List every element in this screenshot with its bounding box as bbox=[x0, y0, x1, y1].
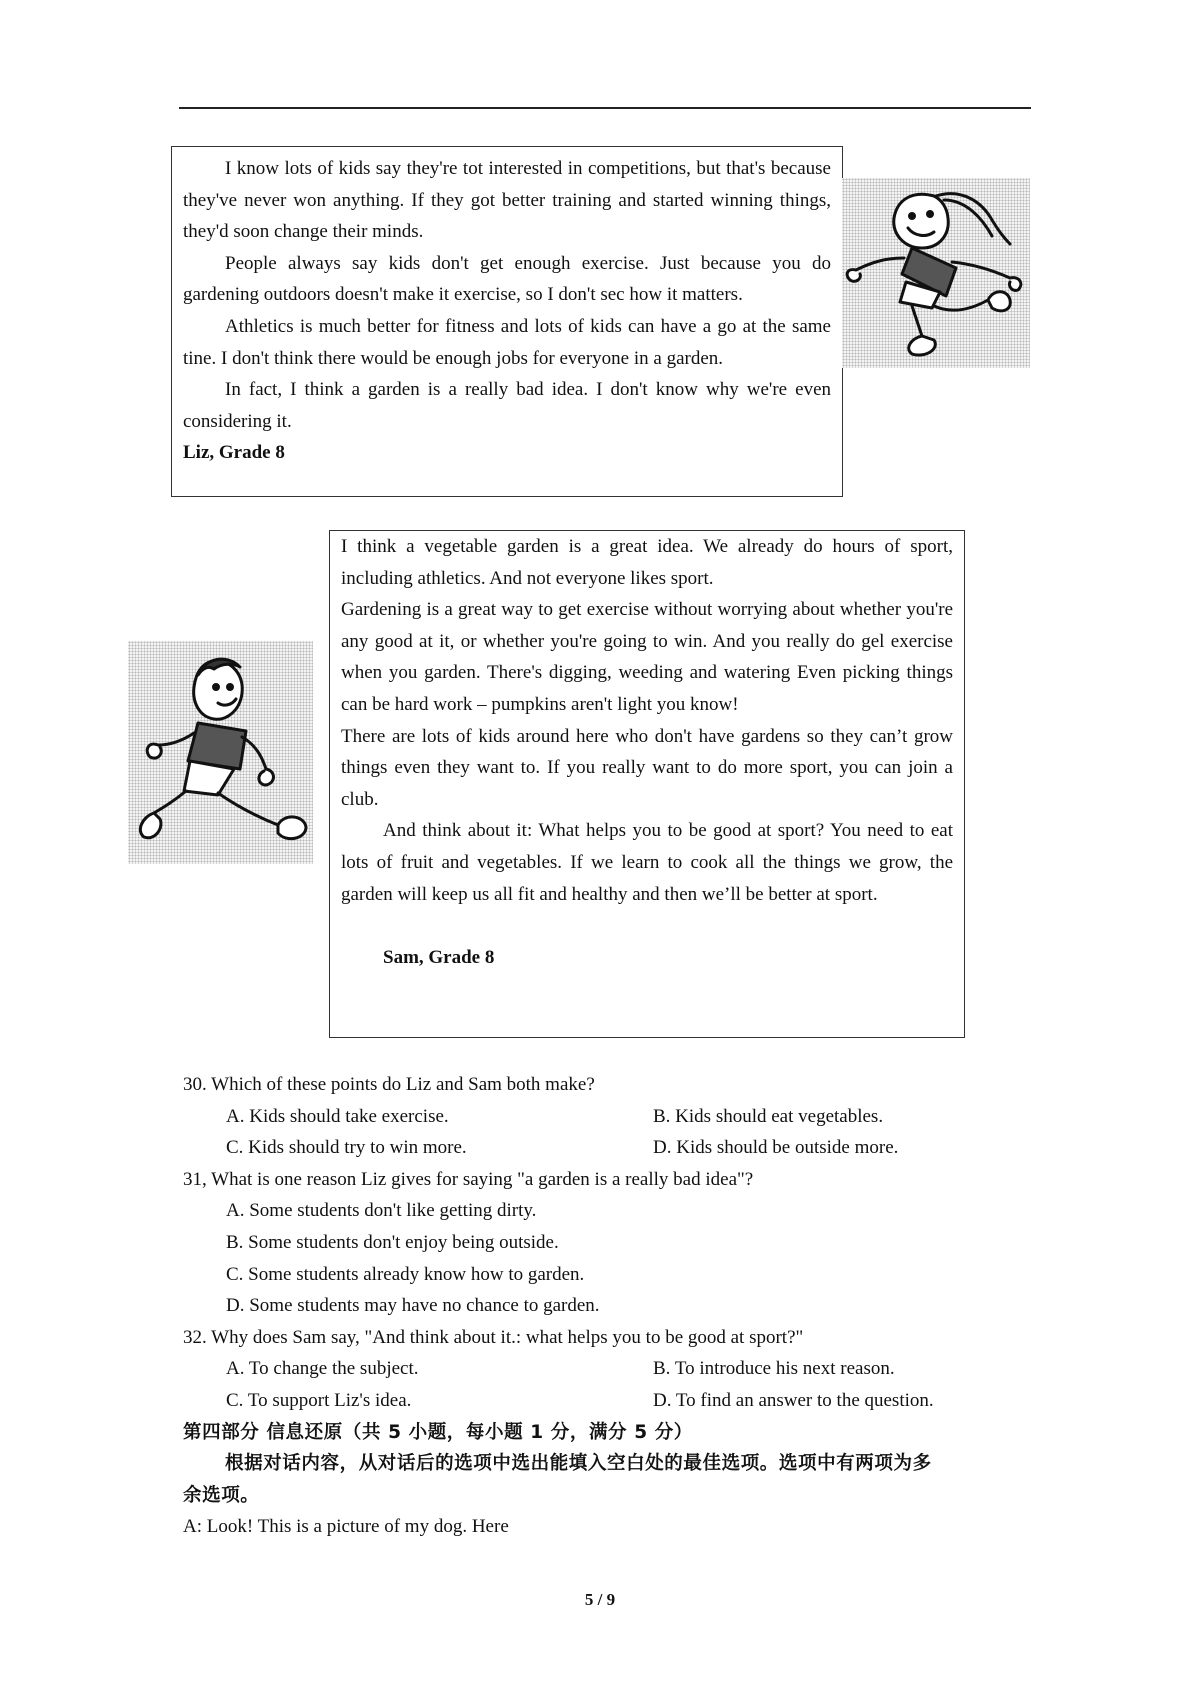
girl-running-icon bbox=[842, 178, 1030, 368]
option-b: B. Some students don't enjoy being outside. bbox=[226, 1231, 559, 1253]
section-instruction: 根据对话内容，从对话后的选项中选出能填入空白处的最佳选项。选项中有两项为多 bbox=[225, 1453, 932, 1475]
liz-paragraph: In fact, I think a garden is a really bad idea. I don't know why we're even considering it. bbox=[183, 379, 831, 432]
sam-signature: Sam, Grade 8 bbox=[383, 946, 495, 968]
question-stem: 30. Which of these points do Liz and Sam both make? bbox=[183, 1074, 595, 1095]
liz-paragraph: Athletics is much better for fitness and lots of kids can have a go at the same tine. I don't think there would be enough jobs for everyone in a garden. bbox=[183, 315, 831, 369]
option-a: A. Kids should take exercise. bbox=[226, 1105, 449, 1127]
sam-paragraph: There are lots of kids around here who don't have gardens so they can’t grow things even they want to. If you really want to do more sport, you can join a club. bbox=[341, 725, 953, 810]
question-block bbox=[183, 1069, 1063, 1543]
page-number: 5 / 9 bbox=[584, 1590, 616, 1609]
section-instruction-cont: 余选项。 bbox=[183, 1484, 260, 1506]
boy-running-icon bbox=[128, 641, 313, 864]
liz-letter-box bbox=[171, 146, 843, 497]
liz-paragraph: People always say kids don't get enough exercise. Just because you do gardening outdoors doesn't make it exercise, so I don't sec how it matters. bbox=[183, 252, 831, 306]
liz-paragraph: I know lots of kids say they're tot interested in competitions, but that's because they've never won anything. If they got better training and started winning things, they'd soon change their minds. bbox=[183, 158, 831, 243]
section-heading: 第四部分 信息还原（共 5 小题，每小题 1 分，满分 5 分） bbox=[183, 1421, 693, 1443]
option-b: B. To introduce his next reason. bbox=[653, 1358, 895, 1380]
option-d: D. To find an answer to the question. bbox=[653, 1389, 934, 1411]
liz-signature: Liz, Grade 8 bbox=[183, 442, 285, 464]
sam-paragraph: And think about it: What helps you to be good at sport? You need to eat lots of fruit and vegetables. If we learn to cook all the things we grow, the garden will keep us all fit and healthy and then we’ll be better at sport. bbox=[341, 820, 953, 905]
question-stem: 32. Why does Sam say, "And think about it.: what helps you to be good at sport?" bbox=[183, 1326, 804, 1348]
option-c: C. Kids should try to win more. bbox=[226, 1137, 467, 1159]
option-a: A. Some students don't like getting dirty. bbox=[226, 1200, 537, 1222]
girl-running-illustration bbox=[842, 178, 1030, 368]
header-rule bbox=[179, 107, 1031, 109]
boy-running-illustration bbox=[128, 641, 313, 864]
option-c: C. Some students already know how to garden. bbox=[226, 1263, 585, 1285]
option-b: B. Kids should eat vegetables. bbox=[653, 1105, 884, 1127]
option-d: D. Some students may have no chance to garden. bbox=[226, 1295, 600, 1317]
option-a: A. To change the subject. bbox=[226, 1358, 419, 1380]
sam-letter-box bbox=[329, 530, 965, 1038]
sam-paragraph: I think a vegetable garden is a great idea. We already do hours of sport, including athletics. And not everyone likes sport. bbox=[341, 536, 953, 589]
option-d: D. Kids should be outside more. bbox=[653, 1137, 899, 1159]
dialogue-line: A: Look! This is a picture of my dog. Here bbox=[183, 1516, 509, 1538]
option-c: C. To support Liz's idea. bbox=[226, 1389, 412, 1411]
question-stem: 31, What is one reason Liz gives for saying "a garden is a really bad idea"? bbox=[183, 1168, 754, 1190]
sam-paragraph: Gardening is a great way to get exercise without worrying about whether you're any good at it, or whether you're going to win. And you really do gel exercise when you garden. There's digging, weeding and watering Even picking things can be hard work – pumpkins aren't light you know! bbox=[341, 599, 953, 715]
